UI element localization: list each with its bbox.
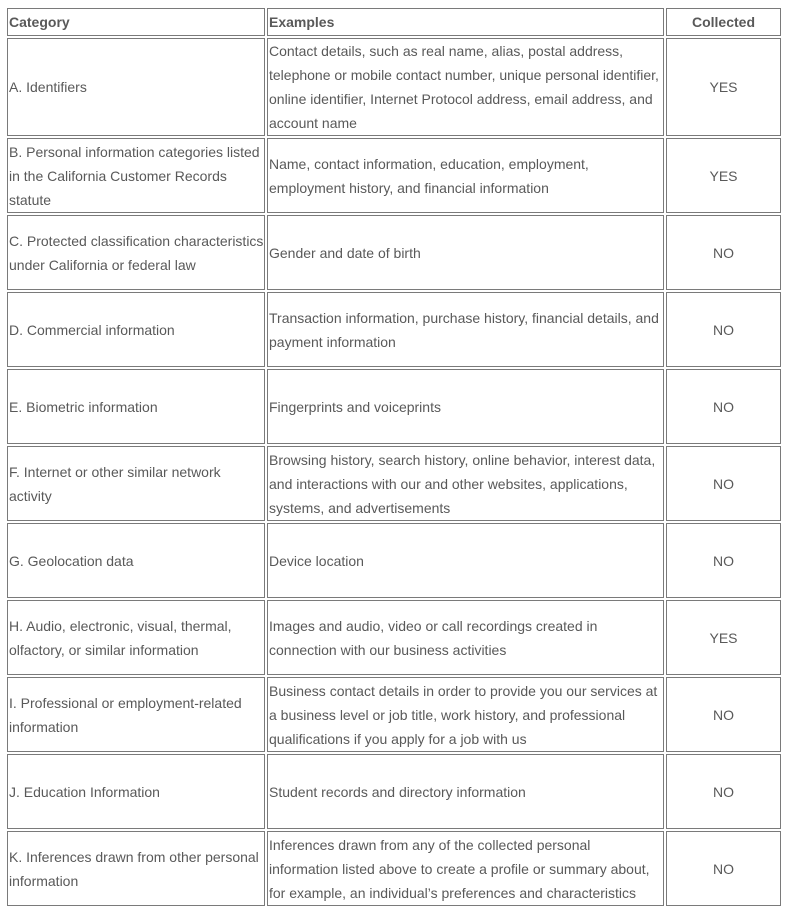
collected-cell: YES	[666, 600, 781, 675]
collected-column-header: Collected	[666, 8, 781, 36]
category-cell: D. Commercial information	[7, 292, 265, 367]
table-row	[7, 38, 781, 136]
table-row	[7, 138, 781, 213]
table-row	[7, 677, 781, 752]
table-row	[7, 600, 781, 675]
collected-cell: NO	[666, 831, 781, 906]
examples-cell: Gender and date of birth	[267, 215, 664, 290]
examples-cell: Transaction information, purchase history, financial details, and payment information	[267, 292, 664, 367]
category-cell: F. Internet or other similar network activity	[7, 446, 265, 521]
category-cell: J. Education Information	[7, 754, 265, 829]
table-header-row	[7, 8, 781, 36]
collected-cell: NO	[666, 369, 781, 444]
collected-cell: NO	[666, 754, 781, 829]
category-cell: B. Personal information categories listed in the California Customer Records statute	[7, 138, 265, 213]
examples-cell: Fingerprints and voiceprints	[267, 369, 664, 444]
category-cell: G. Geolocation data	[7, 523, 265, 598]
table-row	[7, 754, 781, 829]
examples-cell: Business contact details in order to provide you our services at a business level or job title, work history, and professional qualifications if you apply for a job with us	[267, 677, 664, 752]
collected-cell: NO	[666, 292, 781, 367]
examples-cell: Contact details, such as real name, alias, postal address, telephone or mobile contact number, unique personal identifier, online identifier, Internet Protocol address, email address, and account name	[267, 38, 664, 136]
collected-cell: NO	[666, 523, 781, 598]
examples-cell: Inferences drawn from any of the collected personal information listed above to create a profile or summary about, for example, an individual’s preferences and characteristics	[267, 831, 664, 906]
category-column-header: Category	[7, 8, 265, 36]
collected-cell: YES	[666, 138, 781, 213]
table-row	[7, 831, 781, 906]
examples-cell: Images and audio, video or call recordings created in connection with our business activities	[267, 600, 664, 675]
examples-column-header: Examples	[267, 8, 664, 36]
examples-cell: Student records and directory information	[267, 754, 664, 829]
table-row	[7, 523, 781, 598]
category-cell: H. Audio, electronic, visual, thermal, olfactory, or similar information	[7, 600, 265, 675]
personal-information-categories-table	[5, 6, 783, 908]
category-cell: A. Identifiers	[7, 38, 265, 136]
category-cell: C. Protected classification characteristics under California or federal law	[7, 215, 265, 290]
collected-cell: NO	[666, 446, 781, 521]
examples-cell: Browsing history, search history, online behavior, interest data, and interactions with our and other websites, applications, systems, and advertisements	[267, 446, 664, 521]
table-row	[7, 292, 781, 367]
examples-cell: Device location	[267, 523, 664, 598]
table-row	[7, 369, 781, 444]
collected-cell: YES	[666, 38, 781, 136]
category-cell: K. Inferences drawn from other personal information	[7, 831, 265, 906]
category-cell: I. Professional or employment-related information	[7, 677, 265, 752]
examples-cell: Name, contact information, education, employment, employment history, and financial information	[267, 138, 664, 213]
category-cell: E. Biometric information	[7, 369, 265, 444]
collected-cell: NO	[666, 677, 781, 752]
table-row	[7, 446, 781, 521]
collected-cell: NO	[666, 215, 781, 290]
table-row	[7, 215, 781, 290]
